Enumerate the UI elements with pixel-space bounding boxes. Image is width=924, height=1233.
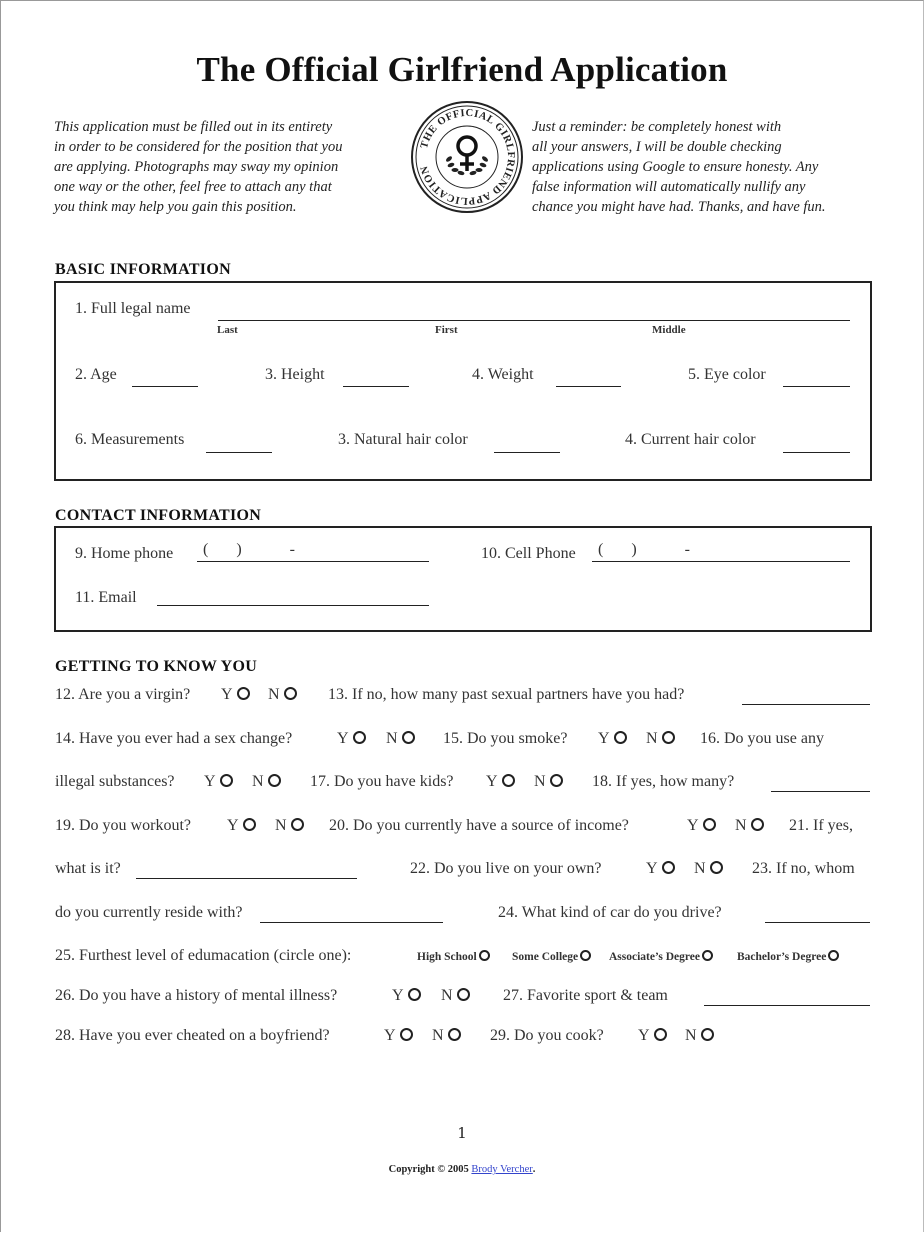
edu-option-label: Associate’s Degree xyxy=(609,951,701,963)
radio-circle-icon xyxy=(550,774,563,787)
q27-input[interactable] xyxy=(704,1005,870,1006)
no-label: N xyxy=(432,1027,444,1044)
measurements-label: 6. Measurements xyxy=(75,431,185,448)
radio-circle-icon xyxy=(353,731,366,744)
yes-label: Y xyxy=(384,1027,396,1044)
radio-circle-icon xyxy=(408,988,421,1001)
no-label: N xyxy=(694,860,706,877)
intro-left-line: This application must be filled out in its entirety xyxy=(54,119,333,135)
q24-label: 24. What kind of car do you drive? xyxy=(498,904,722,921)
q26-label: 26. Do you have a history of mental illness? xyxy=(55,987,338,1004)
radio-circle-icon xyxy=(448,1028,461,1041)
email-label: 11. Email xyxy=(75,589,137,606)
q14-yes-option[interactable] xyxy=(337,730,366,748)
intro-left-line: you think may help you gain this position. xyxy=(54,199,297,215)
edu-option-some-college[interactable] xyxy=(512,950,591,963)
sub-label-last: Last xyxy=(217,324,238,336)
measurements-input[interactable] xyxy=(206,452,272,453)
eye-color-label: 5. Eye color xyxy=(688,366,766,383)
q18-input[interactable] xyxy=(771,791,870,792)
q21-label-part1: 21. If yes, xyxy=(789,817,853,834)
edu-option-label: Some College xyxy=(512,951,579,963)
no-label: N xyxy=(735,817,747,834)
cell-phone-input[interactable] xyxy=(592,561,850,562)
radio-circle-icon xyxy=(291,818,304,831)
no-label: N xyxy=(646,730,658,747)
sub-label-middle: Middle xyxy=(652,324,686,336)
q15-yes-option[interactable] xyxy=(598,730,627,748)
full-name-label: 1. Full legal name xyxy=(75,300,191,317)
height-label: 3. Height xyxy=(265,366,325,383)
yes-label: Y xyxy=(337,730,349,747)
q17-yes-option[interactable] xyxy=(486,773,515,791)
radio-circle-icon xyxy=(654,1028,667,1041)
q23-label-part1: 23. If no, whom xyxy=(752,860,855,877)
current-hair-label: 4. Current hair color xyxy=(625,431,756,448)
edu-option-bachelors[interactable] xyxy=(737,950,839,963)
q12-label: 12. Are you a virgin? xyxy=(55,686,191,703)
q19-yes-option[interactable] xyxy=(227,817,256,835)
q20-yes-option[interactable] xyxy=(687,817,716,835)
radio-circle-icon xyxy=(703,818,716,831)
seal-graphic xyxy=(409,99,525,215)
radio-circle-icon xyxy=(479,950,490,961)
q29-no-option[interactable] xyxy=(685,1027,714,1045)
edu-option-label: High School xyxy=(417,951,477,963)
no-label: N xyxy=(441,987,453,1004)
contact-info-box xyxy=(54,526,872,632)
basic-info-header: BASIC INFORMATION xyxy=(55,261,231,278)
full-name-input[interactable] xyxy=(218,320,850,321)
home-phone-label: 9. Home phone xyxy=(75,545,174,562)
eye-color-input[interactable] xyxy=(783,386,850,387)
radio-circle-icon xyxy=(662,731,675,744)
no-label: N xyxy=(386,730,398,747)
cell-phone-mask: ( ) - xyxy=(598,541,690,558)
radio-circle-icon xyxy=(243,818,256,831)
author-link[interactable]: Brody Vercher xyxy=(471,1164,533,1175)
yes-label: Y xyxy=(486,773,498,790)
q20-label: 20. Do you currently have a source of income? xyxy=(329,817,629,834)
intro-right-line: false information will automatically nullify any xyxy=(532,179,806,195)
no-label: N xyxy=(685,1027,697,1044)
edu-option-associates[interactable] xyxy=(609,950,713,963)
q19-label: 19. Do you workout? xyxy=(55,817,191,834)
yes-label: Y xyxy=(392,987,404,1004)
copyright-notice: Copyright © 2005 Brody Vercher. xyxy=(388,1164,536,1175)
q22-yes-option[interactable] xyxy=(646,860,675,878)
weight-input[interactable] xyxy=(556,386,621,387)
q28-no-option[interactable] xyxy=(432,1027,461,1045)
no-label: N xyxy=(534,773,546,790)
radio-circle-icon xyxy=(701,1028,714,1041)
q22-label: 22. Do you live on your own? xyxy=(410,860,602,877)
q14-label: 14. Have you ever had a sex change? xyxy=(55,730,293,747)
seal-text: THE OFFICIAL GIRLFRIEND APPLICATION xyxy=(418,107,517,207)
current-hair-input[interactable] xyxy=(783,452,850,453)
radio-circle-icon xyxy=(662,861,675,874)
radio-circle-icon xyxy=(268,774,281,787)
radio-circle-icon xyxy=(220,774,233,787)
q28-label: 28. Have you ever cheated on a boyfriend? xyxy=(55,1027,330,1044)
radio-circle-icon xyxy=(400,1028,413,1041)
radio-circle-icon xyxy=(502,774,515,787)
radio-circle-icon xyxy=(751,818,764,831)
page-number: 1 xyxy=(457,1124,467,1142)
q17-no-option[interactable] xyxy=(534,773,563,791)
radio-circle-icon xyxy=(710,861,723,874)
q16-label-part1: 16. Do you use any xyxy=(700,730,824,747)
q16-label-part2: illegal substances? xyxy=(55,773,175,790)
q12-no-option[interactable] xyxy=(268,686,297,704)
age-input[interactable] xyxy=(132,386,198,387)
yes-label: Y xyxy=(646,860,658,877)
yes-label: Y xyxy=(638,1027,650,1044)
q22-no-option[interactable] xyxy=(694,860,723,878)
no-label: N xyxy=(275,817,287,834)
q15-label: 15. Do you smoke? xyxy=(443,730,568,747)
q12-yes-option[interactable] xyxy=(221,686,250,704)
q13-input[interactable] xyxy=(742,704,870,705)
intro-left-line: are applying. Photographs may sway my opinion xyxy=(54,159,339,175)
intro-right-line: applications using Google to ensure honesty. Any xyxy=(532,159,819,175)
home-phone-input[interactable] xyxy=(197,561,429,562)
intro-left xyxy=(54,117,343,217)
q27-label: 27. Favorite sport & team xyxy=(503,987,668,1004)
q19-no-option[interactable] xyxy=(275,817,304,835)
q18-label: 18. If yes, how many? xyxy=(592,773,735,790)
no-label: N xyxy=(252,773,264,790)
copyright-text: Copyright © 2005 xyxy=(388,1164,469,1175)
no-label: N xyxy=(268,686,280,703)
q23-label-part2: do you currently reside with? xyxy=(55,904,243,921)
q26-yes-option[interactable] xyxy=(392,987,421,1005)
intro-right-line: all your answers, I will be double checking xyxy=(532,139,782,155)
yes-label: Y xyxy=(227,817,239,834)
q26-no-option[interactable] xyxy=(441,987,470,1005)
radio-circle-icon xyxy=(402,731,415,744)
radio-circle-icon xyxy=(580,950,591,961)
weight-label: 4. Weight xyxy=(472,366,534,383)
yes-label: Y xyxy=(687,817,699,834)
q13-label: 13. If no, how many past sexual partners have you had? xyxy=(328,686,685,703)
radio-circle-icon xyxy=(702,950,713,961)
intro-right-line: Just a reminder: be completely honest with xyxy=(532,119,782,135)
q14-no-option[interactable] xyxy=(386,730,415,748)
age-label: 2. Age xyxy=(75,366,117,383)
q17-label: 17. Do you have kids? xyxy=(310,773,454,790)
official-seal xyxy=(409,99,525,215)
natural-hair-input[interactable] xyxy=(494,452,560,453)
sub-label-first: First xyxy=(435,324,458,336)
edu-option-high-school[interactable] xyxy=(417,950,490,963)
yes-label: Y xyxy=(204,773,216,790)
q16-yes-option[interactable] xyxy=(204,773,233,791)
edu-option-label: Bachelor’s Degree xyxy=(737,951,827,963)
q29-yes-option[interactable] xyxy=(638,1027,667,1045)
radio-circle-icon xyxy=(457,988,470,1001)
q29-label: 29. Do you cook? xyxy=(490,1027,604,1044)
radio-circle-icon xyxy=(284,687,297,700)
radio-circle-icon xyxy=(614,731,627,744)
radio-circle-icon xyxy=(828,950,839,961)
gtky-header: GETTING TO KNOW YOU xyxy=(55,658,258,675)
natural-hair-label: 3. Natural hair color xyxy=(338,431,468,448)
intro-right-line: chance you might have had. Thanks, and have fun. xyxy=(532,199,826,215)
q28-yes-option[interactable] xyxy=(384,1027,413,1045)
email-input[interactable] xyxy=(157,605,429,606)
home-phone-mask: ( ) - xyxy=(203,541,295,558)
q25-label: 25. Furthest level of edumacation (circle one): xyxy=(55,947,352,964)
contact-info-header: CONTACT INFORMATION xyxy=(55,507,262,524)
radio-circle-icon xyxy=(237,687,250,700)
q21-input[interactable] xyxy=(136,878,357,879)
yes-label: Y xyxy=(598,730,610,747)
q16-no-option[interactable] xyxy=(252,773,281,791)
height-input[interactable] xyxy=(343,386,409,387)
q20-no-option[interactable] xyxy=(735,817,764,835)
intro-left-line: in order to be considered for the position that you xyxy=(54,139,343,155)
cell-phone-label: 10. Cell Phone xyxy=(481,545,576,562)
q23-input[interactable] xyxy=(260,922,443,923)
yes-label: Y xyxy=(221,686,233,703)
q21-label-part2: what is it? xyxy=(55,860,121,877)
intro-left-line: one way or the other, feel free to attach any that xyxy=(54,179,332,195)
q24-input[interactable] xyxy=(765,922,870,923)
q15-no-option[interactable] xyxy=(646,730,675,748)
intro-right xyxy=(532,117,826,217)
page-title: The Official Girlfriend Application xyxy=(196,50,728,89)
